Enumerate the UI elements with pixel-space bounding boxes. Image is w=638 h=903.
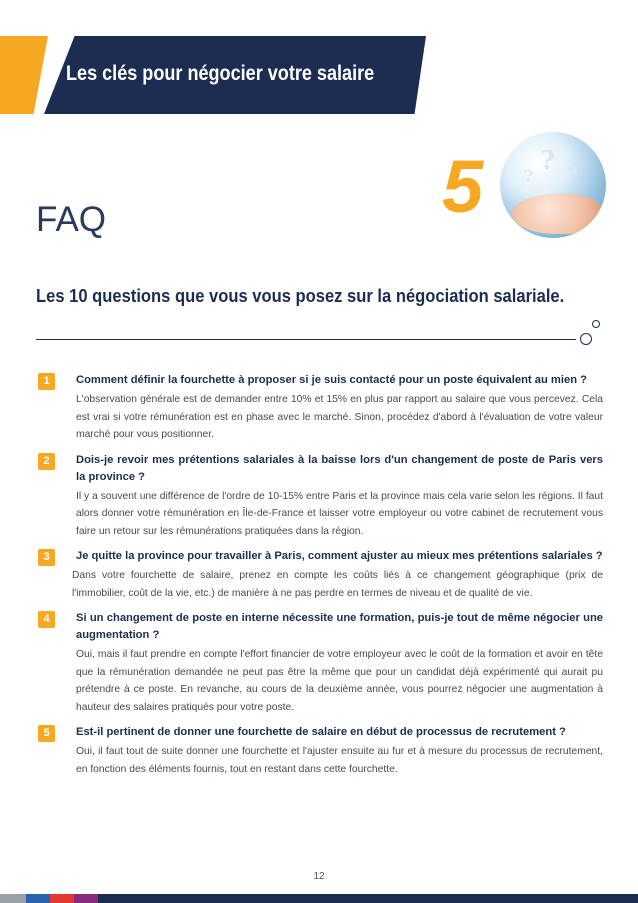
question-number-badge: 1 [38, 373, 55, 390]
faq-question: Si un changement de poste en interne nécessite une formation, puis-je tout de même négocier une augmentation ? [76, 612, 603, 641]
question-mark-glyph: ? [540, 146, 556, 176]
faq-item [38, 548, 603, 602]
question-number-badge: 5 [38, 725, 55, 742]
question-number-badge: 4 [38, 611, 55, 628]
hand-question-marks-icon [500, 132, 606, 238]
faq-item [38, 372, 603, 444]
faq-item [38, 452, 603, 541]
page-subtitle: Les 10 questions que vous vous posez sur la négociation salariale. [36, 286, 565, 306]
faq-answer: Dans votre fourchette de salaire, prenez en compte les coûts liés à ce changement géographique (prix de l'immobilier, coût de la vie, etc.) de manière à ne pas perdre en termes de niveau et de qualité de vie. [72, 570, 603, 599]
faq-question: Comment définir la fourchette à proposer si je suis contacté pour un poste équivalent au mien ? [76, 374, 587, 386]
question-mark-glyph: ? [524, 166, 534, 185]
faq-answer: Oui, mais il faut prendre en compte l'effort financier de votre employeur avec le coût de la formation et avoir en tête que la rémunération demandée ne peut pas être la même que pour un candidat déjà expérimenté qui aurait pu prétendre à ce poste. En revanche, au cours de la deuxième année, vous pourrez négocier une augmentation à hauteur des salaires pratiqués pour votre poste. [76, 649, 603, 713]
header-accent-stripe [0, 36, 48, 114]
section-label: FAQ [36, 200, 107, 239]
page-number: 12 [313, 871, 325, 882]
faq-list [38, 372, 603, 786]
ring-ornament-small [592, 320, 600, 328]
footer-segment-grey [0, 894, 26, 903]
footer-segment-purple [74, 894, 98, 903]
question-mark-glyph: ? [566, 162, 578, 186]
faq-item [38, 610, 603, 716]
faq-question: Est-il pertinent de donner une fourchette de salaire en début de processus de recrutement ? [76, 726, 566, 738]
header-title: Les clés pour négocier votre salaire [66, 62, 375, 85]
faq-question: Je quitte la province pour travailler à Paris, comment ajuster au mieux mes prétentions salariales ? [76, 550, 603, 562]
footer-segment-red [50, 894, 74, 903]
faq-answer: L'observation générale est de demander entre 10% et 15% en plus par rapport au salaire que vous percevez. Cela est vrai si votre rémunération est en phase avec le marché. Sinon, procédez d'abord à l'évaluation de votre valeur marché pour vous positionner. [76, 394, 603, 440]
divider-line [36, 339, 576, 340]
hand-shape [512, 194, 602, 234]
chapter-number: 5 [442, 145, 484, 228]
question-number-badge: 2 [38, 453, 55, 470]
footer-segment-blue [26, 894, 50, 903]
faq-answer: Il y a souvent une différence de l'ordre de 10-15% entre Paris et la province mais cela varie selon les régions. Il faut alors donner votre rémunération en Île-de-France et laisser votre employeur ou votre cabinet de recrutement vous faire un retour sur les rémunérations pratiquées dans la région. [76, 490, 603, 537]
faq-item [38, 724, 603, 778]
faq-question: Dois-je revoir mes prétentions salariales à la baisse lors d'un changement de poste de Paris vers la province ? [76, 453, 603, 483]
ring-ornament-large [580, 333, 592, 345]
question-number-badge: 3 [38, 549, 55, 566]
faq-answer: Oui, il faut tout de suite donner une fourchette et l'ajuster ensuite au fur et à mesure du processus de recrutement, en fonction des éléments fournis, tout en restant dans cette fourchette. [76, 746, 603, 775]
